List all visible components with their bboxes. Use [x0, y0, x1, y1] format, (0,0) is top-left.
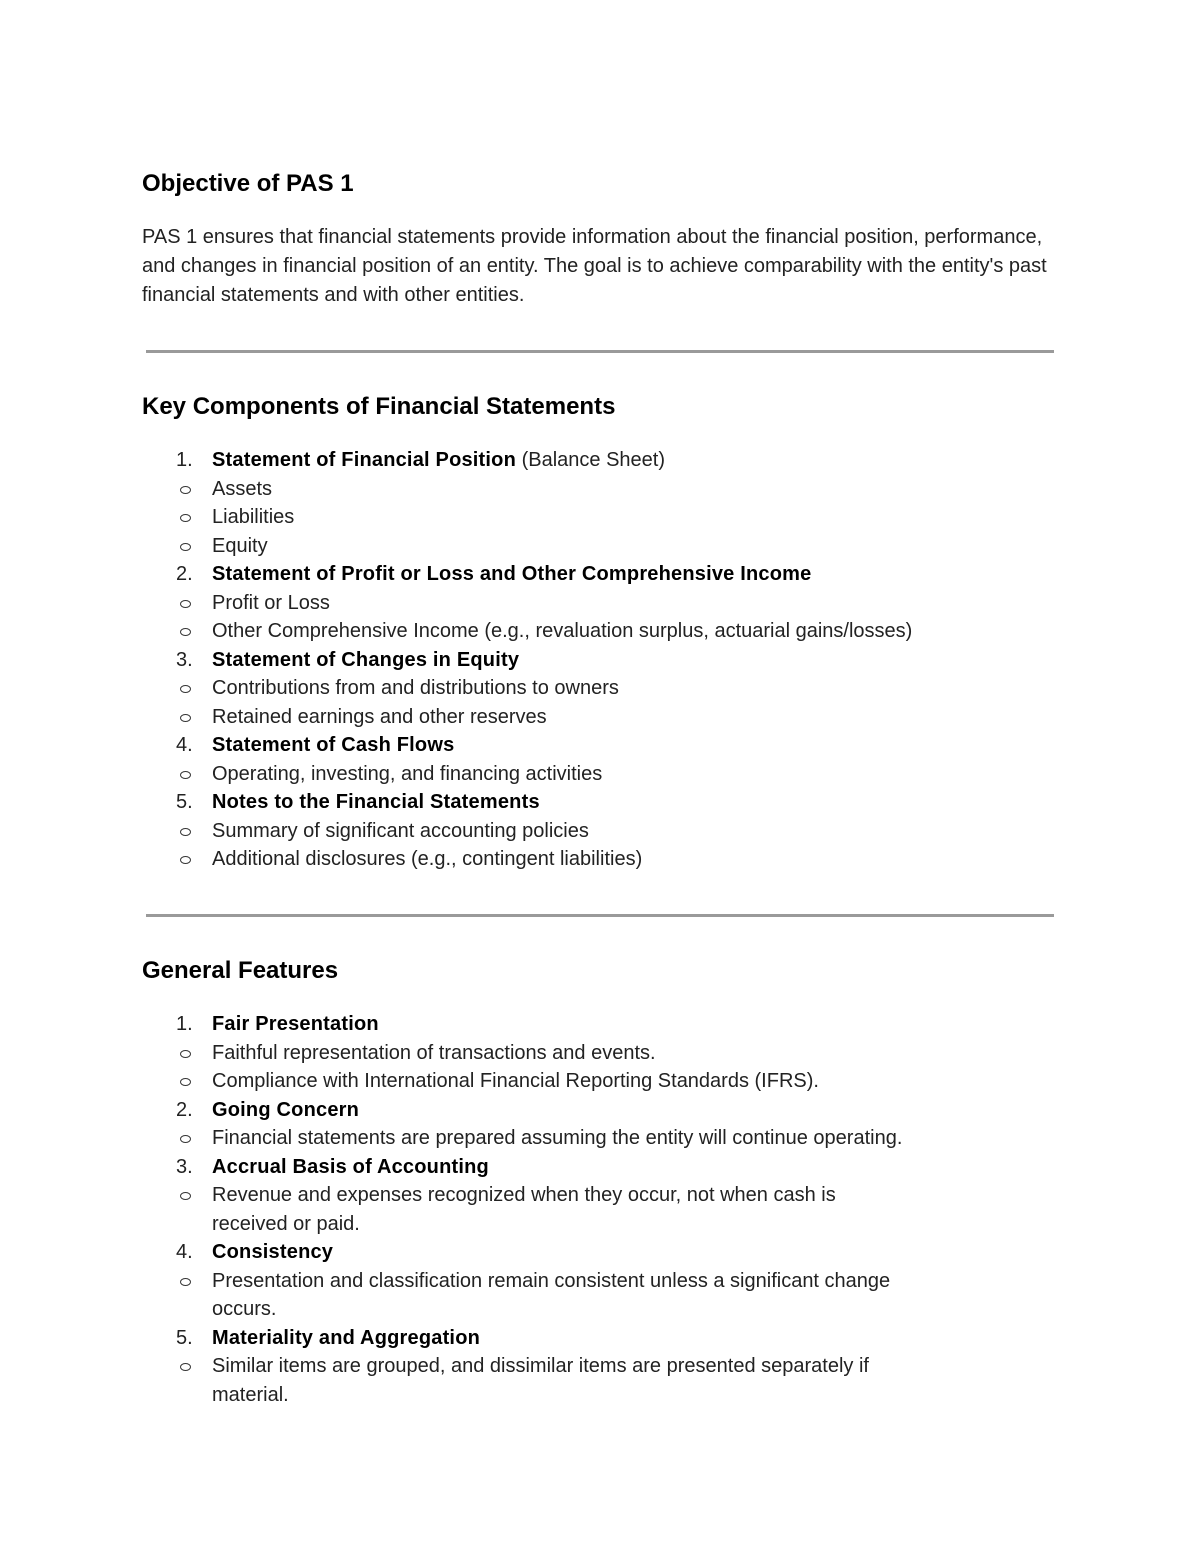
- circle-bullet-icon: [180, 856, 191, 864]
- circle-bullet-icon: [180, 1363, 191, 1371]
- sub-list-item: Liabilities: [142, 503, 1057, 532]
- circle-bullet-icon: [180, 1135, 191, 1143]
- item-title: Statement of Changes in Equity: [212, 648, 520, 671]
- list-number: 4.: [176, 734, 193, 756]
- sub-list-item: Assets: [142, 475, 1057, 504]
- objective-section: [142, 169, 1057, 310]
- item-title: Statement of Financial Position: [212, 449, 517, 471]
- components-list: [142, 446, 1057, 874]
- item-title: Accrual Basis of Accounting: [212, 1155, 489, 1178]
- list-number: 5.: [176, 791, 193, 813]
- sub-list-item: Profit or Loss: [142, 589, 1057, 618]
- sub-list-item: Additional disclosures (e.g., contingent liabilities): [142, 845, 1057, 874]
- list-item: [142, 446, 1057, 475]
- list-item: [142, 1010, 1057, 1039]
- circle-bullet-icon: [180, 828, 191, 836]
- objective-heading: Objective of PAS 1: [142, 170, 354, 197]
- item-title: Statement of Profit or Loss and Other Comprehensive Income: [212, 563, 812, 585]
- list-number: 5.: [176, 1326, 193, 1349]
- list-number: 2.: [176, 1098, 193, 1121]
- list-item: [142, 560, 1057, 589]
- sub-list-item: Retained earnings and other reserves: [142, 703, 1057, 732]
- list-item: [142, 1238, 1057, 1267]
- features-section: [142, 956, 1057, 1409]
- list-item: [142, 1324, 1057, 1353]
- circle-bullet-icon: [180, 714, 191, 722]
- list-item: [142, 731, 1057, 760]
- sub-list-item: Financial statements are prepared assuming the entity will continue operating.: [142, 1124, 1057, 1153]
- item-title: Materiality and Aggregation: [212, 1326, 481, 1349]
- section-divider: [146, 914, 1054, 917]
- section-divider: [146, 350, 1054, 353]
- objective-paragraph: PAS 1 ensures that financial statements provide information about the financial position, performance, and changes in financial position of an entity. The goal is to achieve comparability with the entity's past financial statements and with other entities.: [142, 226, 1047, 306]
- features-list: [142, 1010, 1057, 1409]
- list-item: [142, 1096, 1057, 1125]
- circle-bullet-icon: [180, 1078, 191, 1086]
- sub-list-item: Faithful representation of transactions and events.: [142, 1039, 1057, 1068]
- sub-list-item: Equity: [142, 532, 1057, 561]
- components-section: [142, 392, 1057, 874]
- sub-list-item: Presentation and classification remain consistent unless a significant change occurs.: [142, 1267, 1057, 1324]
- list-number: 3.: [176, 648, 193, 671]
- list-number: 3.: [176, 1155, 193, 1178]
- list-number: 2.: [176, 563, 193, 585]
- circle-bullet-icon: [180, 514, 191, 522]
- sub-list-item: Compliance with International Financial Reporting Standards (IFRS).: [142, 1067, 1057, 1096]
- list-item: [142, 646, 1057, 675]
- sub-list-item: Similar items are grouped, and dissimilar items are presented separately if material.: [142, 1352, 1057, 1409]
- circle-bullet-icon: [180, 1192, 191, 1200]
- circle-bullet-icon: [180, 486, 191, 494]
- circle-bullet-icon: [180, 771, 191, 779]
- list-item: [142, 1153, 1057, 1182]
- sub-list-item: Revenue and expenses recognized when they occur, not when cash is received or paid.: [142, 1181, 1057, 1238]
- list-number: 1.: [176, 1013, 193, 1035]
- sub-list-item: Other Comprehensive Income (e.g., revaluation surplus, actuarial gains/losses): [142, 617, 1057, 646]
- sub-list-item: Summary of significant accounting policies: [142, 817, 1057, 846]
- item-title: Consistency: [212, 1241, 334, 1263]
- components-heading: Key Components of Financial Statements: [142, 393, 616, 420]
- item-title: Statement of Cash Flows: [212, 734, 455, 756]
- list-number: 1.: [176, 449, 193, 471]
- item-title: Notes to the Financial Statements: [212, 791, 540, 813]
- item-title: Going Concern: [212, 1098, 360, 1121]
- circle-bullet-icon: [180, 1278, 191, 1286]
- circle-bullet-icon: [180, 628, 191, 636]
- circle-bullet-icon: [180, 600, 191, 608]
- features-heading: General Features: [142, 957, 339, 984]
- sub-list-item: Contributions from and distributions to owners: [142, 674, 1057, 703]
- circle-bullet-icon: [180, 1050, 191, 1058]
- sub-list-item: Operating, investing, and financing activities: [142, 760, 1057, 789]
- item-title: Fair Presentation: [212, 1013, 379, 1035]
- list-item: [142, 788, 1057, 817]
- circle-bullet-icon: [180, 685, 191, 693]
- circle-bullet-icon: [180, 543, 191, 551]
- item-suffix: (Balance Sheet): [516, 449, 665, 471]
- list-number: 4.: [176, 1241, 193, 1263]
